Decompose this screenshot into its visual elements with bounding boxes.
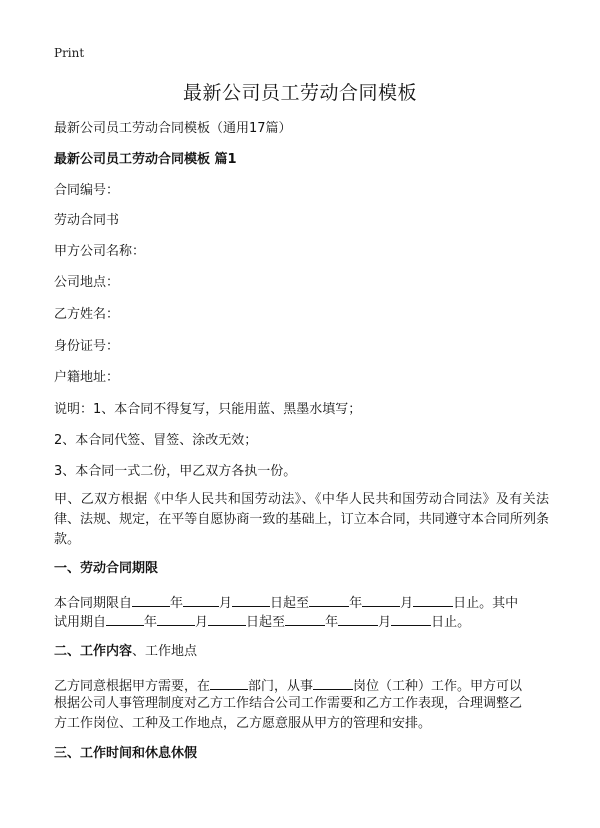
year-label: 年	[349, 596, 363, 611]
section-2-title	[54, 644, 197, 660]
field-id-number: 身份证号：	[54, 339, 120, 354]
section-1-title: 一、劳动合同期限	[54, 561, 159, 576]
section-2-title-bold: 二、工作内容	[54, 644, 133, 659]
print-label: Print	[54, 46, 85, 60]
document-title: 最新公司员工劳动合同模板	[182, 82, 417, 104]
period-prefix: 本合同期限自	[54, 596, 133, 611]
month-label: 月	[400, 596, 414, 611]
field-residence: 户籍地址：	[54, 370, 120, 385]
document-subtitle: 最新公司员工劳动合同模板（通用17篇）	[54, 121, 292, 136]
field-contract-no: 合同编号：	[54, 183, 120, 198]
blank-field	[157, 612, 195, 626]
period-end-label: 日止。	[431, 615, 471, 630]
blank-field	[309, 593, 349, 607]
year-label: 年	[170, 596, 184, 611]
section-2-title-rest: 、工作地点	[132, 644, 198, 659]
work-content-line-1	[54, 676, 522, 695]
blank-field	[106, 612, 144, 626]
month-label: 月	[195, 615, 209, 630]
intro-paragraph: 甲、乙双方根据《中华人民共和国劳动法》、《中华人民共和国劳动合同法》及有关法律、法规、规定，在平等自愿协商一致的基础上，订立本合同，共同遵守本合同所列条款。	[54, 492, 549, 547]
period-end-label: 日止。其中	[453, 596, 519, 611]
field-party-b-name: 乙方姓名：	[54, 307, 120, 322]
month-label: 月	[219, 596, 233, 611]
note-3: 3、本合同一式二份，甲乙双方各执一份。	[54, 464, 297, 479]
month-label: 月	[378, 615, 392, 630]
blank-field	[413, 593, 453, 607]
year-label: 年	[144, 615, 158, 630]
note-2: 2、本合同代签、冒签、涂改无效；	[54, 433, 258, 448]
blank-field	[183, 593, 219, 607]
probation-period-line	[54, 612, 470, 631]
day-from-label: 日起至	[270, 596, 310, 611]
day-from-label: 日起至	[246, 615, 286, 630]
year-label: 年	[325, 615, 339, 630]
section-heading: 最新公司员工劳动合同模板 篇1	[54, 152, 237, 167]
work-content-line-3: 方工作岗位、工种及工作地点，乙方愿意服从甲方的管理和安排。	[54, 716, 432, 731]
field-company-location: 公司地点：	[54, 275, 120, 290]
blank-field	[313, 676, 353, 690]
blank-field	[210, 676, 248, 690]
blank-field	[338, 612, 378, 626]
blank-field	[391, 612, 431, 626]
blank-field	[132, 593, 170, 607]
field-contract-book: 劳动合同书	[54, 213, 120, 228]
blank-field	[232, 593, 270, 607]
blank-field	[285, 612, 325, 626]
field-party-a-name: 甲方公司名称：	[54, 244, 146, 259]
blank-field	[208, 612, 246, 626]
work-content-prefix: 乙方同意根据甲方需要，在	[54, 679, 211, 694]
contract-period-line	[54, 593, 518, 612]
blank-field	[362, 593, 400, 607]
section-3-title: 三、工作时间和休息休假	[54, 746, 198, 761]
work-content-line-2: 根据公司人事管理制度对乙方工作结合公司工作需要和乙方工作表现，合理调整乙	[54, 696, 523, 711]
department-label: 部门，从事	[248, 679, 314, 694]
probation-prefix: 试用期自	[54, 615, 107, 630]
position-label: 岗位（工种）工作。甲方可以	[353, 679, 523, 694]
note-1: 说明：1、本合同不得复写，只能用蓝、黑墨水填写；	[54, 402, 362, 417]
